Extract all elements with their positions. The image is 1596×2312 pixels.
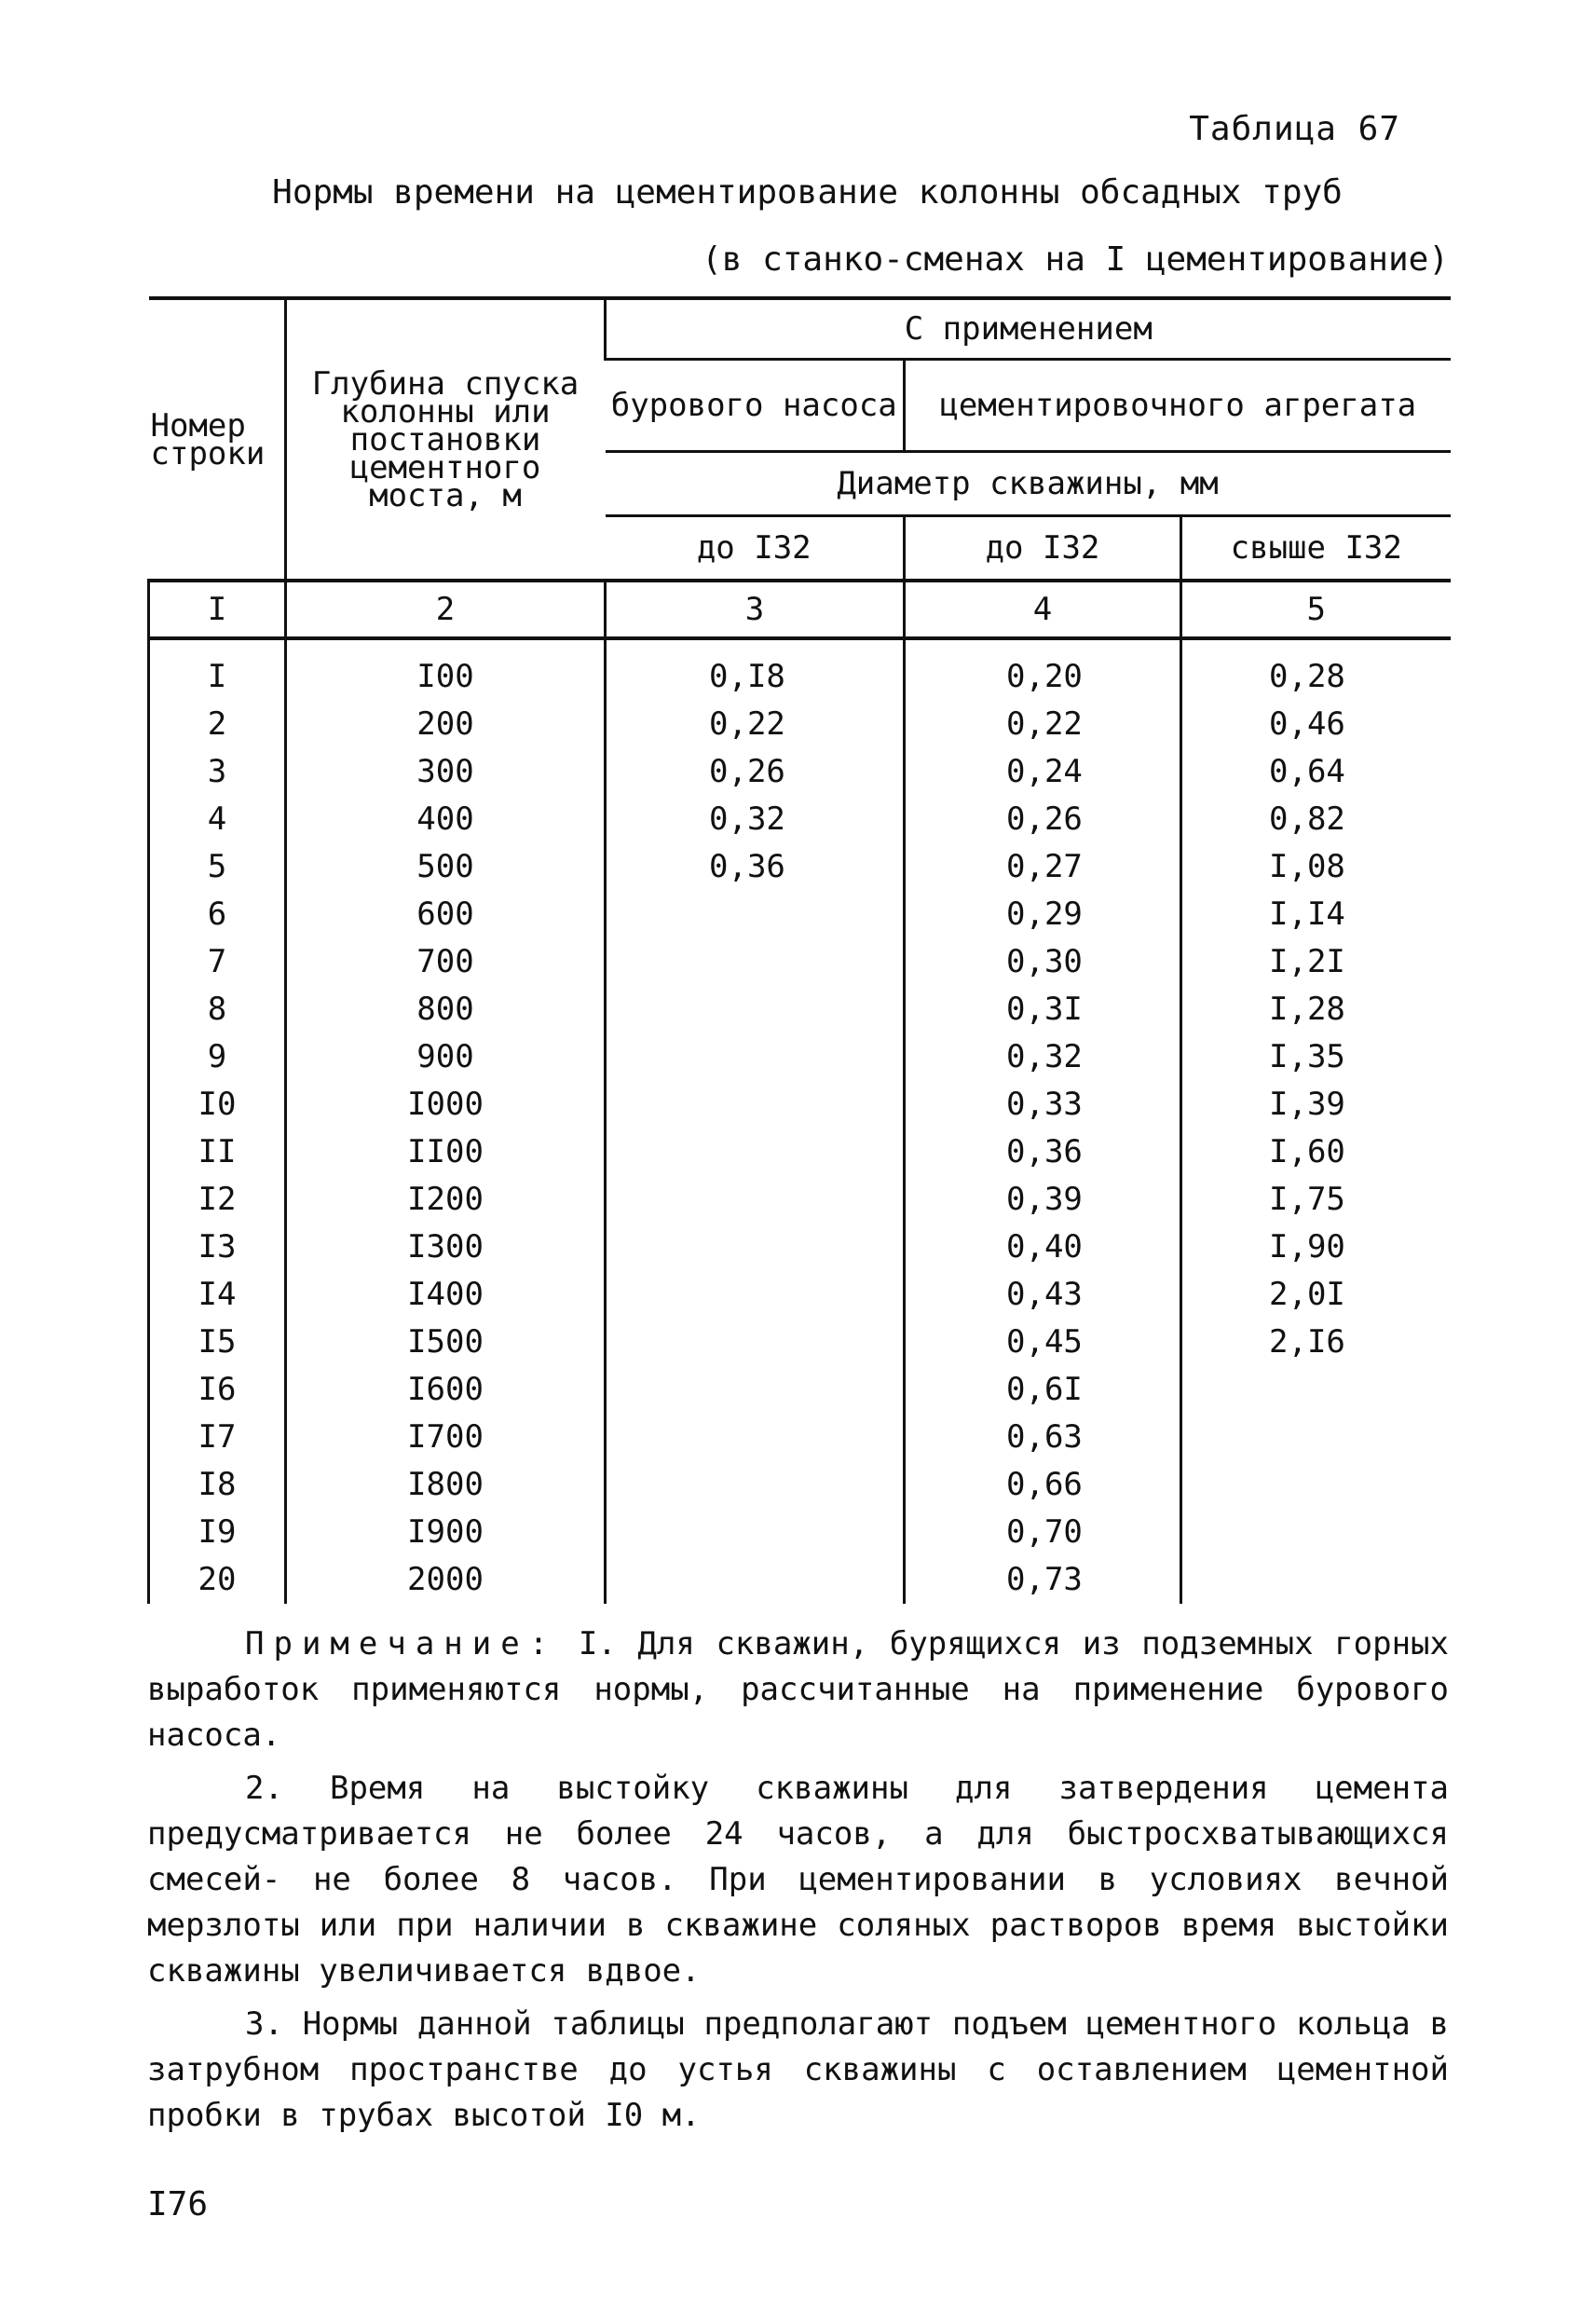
unit-over-132-value-cell: I,2I [1181,938,1451,986]
table-row [149,1509,1451,1556]
depth-cell: I000 [286,1081,606,1129]
row-number-cell: 20 [149,1556,286,1604]
drill-pump-value-cell [606,1176,905,1224]
unit-up-to-132-value-cell: 0,33 [905,1081,1181,1129]
depth-cell: I200 [286,1176,606,1224]
row-number-cell: I2 [149,1176,286,1224]
row-number-cell: 4 [149,796,286,843]
unit-over-132-value-cell: I,39 [1181,1081,1451,1129]
unit-over-132-value-cell: 2,0I [1181,1271,1451,1319]
depth-cell: I400 [286,1271,606,1319]
header-depth: Глубина спуска колонны или постановки цементного моста, м [286,298,606,581]
unit-up-to-132-value-cell: 0,70 [905,1509,1181,1556]
page-number: I76 [147,2185,209,2223]
depth-cell: 800 [286,986,606,1033]
table-row [149,843,1451,891]
depth-cell: I300 [286,1224,606,1271]
header-diameter: Диаметр скважины, мм [606,452,1451,516]
drill-pump-value-cell: 0,22 [606,701,905,748]
drill-pump-value-cell: 0,36 [606,843,905,891]
unit-up-to-132-value-cell: 0,40 [905,1224,1181,1271]
row-number-cell: 2 [149,701,286,748]
table-body [149,638,1451,1604]
unit-over-132-value-cell: I,08 [1181,843,1451,891]
header-over-132-unit: свыше I32 [1181,516,1451,581]
depth-cell: I800 [286,1461,606,1509]
column-number: 3 [606,581,905,638]
unit-up-to-132-value-cell: 0,73 [905,1556,1181,1604]
note-1-text: I. Для скважин, бурящихся из подземных горных выработок применяются нормы, рассчитанные на применение бурового насоса. [147,1625,1449,1754]
header-row-number: Номер строки [149,298,286,581]
unit-up-to-132-value-cell: 0,6I [905,1366,1181,1414]
header-drill-pump: бурового насоса [606,360,905,452]
unit-over-132-value-cell: I,I4 [1181,891,1451,938]
header-with-use: С применением [606,298,1451,360]
depth-cell: II00 [286,1129,606,1176]
drill-pump-value-cell [606,1366,905,1414]
drill-pump-value-cell [606,938,905,986]
table-row [149,1414,1451,1461]
unit-up-to-132-value-cell: 0,32 [905,1033,1181,1081]
table-subtitle: (в станко-сменах на I цементирование) [702,240,1449,279]
unit-up-to-132-value-cell: 0,3I [905,986,1181,1033]
column-number: 4 [905,581,1181,638]
table-title: Нормы времени на цементирование колонны обсадных труб [272,173,1343,212]
row-number-cell: I8 [149,1461,286,1509]
drill-pump-value-cell [606,1509,905,1556]
depth-cell: 900 [286,1033,606,1081]
depth-cell: 2000 [286,1556,606,1604]
unit-up-to-132-value-cell: 0,26 [905,796,1181,843]
unit-over-132-value-cell: I,28 [1181,986,1451,1033]
header-up-to-132-unit: до I32 [905,516,1181,581]
row-number-cell: II [149,1129,286,1176]
unit-up-to-132-value-cell: 0,39 [905,1176,1181,1224]
unit-up-to-132-value-cell: 0,29 [905,891,1181,938]
row-number-cell: 5 [149,843,286,891]
table-row [149,638,1451,701]
depth-cell: I00 [286,638,606,701]
row-number-cell: 9 [149,1033,286,1081]
header-cementing-unit: цементировочного агрегата [905,360,1451,452]
row-number-cell: I7 [149,1414,286,1461]
unit-up-to-132-value-cell: 0,36 [905,1129,1181,1176]
unit-over-132-value-cell [1181,1556,1451,1604]
table-row [149,1461,1451,1509]
norms-table [147,296,1451,1604]
table-row [149,1271,1451,1319]
unit-up-to-132-value-cell: 0,24 [905,748,1181,796]
drill-pump-value-cell: 0,I8 [606,638,905,701]
depth-cell: 500 [286,843,606,891]
row-number-cell: I3 [149,1224,286,1271]
drill-pump-value-cell [606,1319,905,1366]
unit-over-132-value-cell [1181,1366,1451,1414]
unit-over-132-value-cell: 2,I6 [1181,1319,1451,1366]
row-number-cell: I [149,638,286,701]
drill-pump-value-cell [606,1461,905,1509]
table-row [149,1033,1451,1081]
note-2: 2. Время на выстойку скважины для затвердения цемента предусматривается не более 24 часов, а для быстросхватывающихся смесей- не более 8 часов. При цементировании в условиях вечной мерзлоты или при наличии в скважине соляных растворов время выстойки скважины увеличивается вдвое. [147,1770,1449,1990]
row-number-cell: I5 [149,1319,286,1366]
depth-cell: 600 [286,891,606,938]
table-row [149,1176,1451,1224]
column-number: 5 [1181,581,1451,638]
unit-over-132-value-cell: I,90 [1181,1224,1451,1271]
column-number: I [149,581,286,638]
unit-up-to-132-value-cell: 0,66 [905,1461,1181,1509]
unit-over-132-value-cell: I,75 [1181,1176,1451,1224]
table-row [149,986,1451,1033]
notes-label: Примечание: [245,1625,558,1662]
row-number-cell: I9 [149,1509,286,1556]
table-row [149,748,1451,796]
unit-up-to-132-value-cell: 0,45 [905,1319,1181,1366]
depth-cell: I900 [286,1509,606,1556]
depth-cell: I600 [286,1366,606,1414]
unit-over-132-value-cell: 0,28 [1181,638,1451,701]
drill-pump-value-cell [606,891,905,938]
unit-up-to-132-value-cell: 0,30 [905,938,1181,986]
depth-cell: I700 [286,1414,606,1461]
notes-block [147,1621,1449,2146]
table-row [149,1129,1451,1176]
row-number-cell: 7 [149,938,286,986]
depth-cell: 300 [286,748,606,796]
row-number-cell: 3 [149,748,286,796]
table-number: Таблица 67 [1189,110,1400,148]
table-row [149,1366,1451,1414]
unit-over-132-value-cell [1181,1509,1451,1556]
column-number: 2 [286,581,606,638]
table-row [149,1319,1451,1366]
unit-over-132-value-cell: 0,64 [1181,748,1451,796]
row-number-cell: 8 [149,986,286,1033]
row-number-cell: I6 [149,1366,286,1414]
table-row [149,1556,1451,1604]
note-1 [147,1621,1449,1758]
drill-pump-value-cell [606,1414,905,1461]
drill-pump-value-cell [606,1224,905,1271]
drill-pump-value-cell [606,1129,905,1176]
unit-over-132-value-cell [1181,1461,1451,1509]
table-row [149,1081,1451,1129]
unit-over-132-value-cell: 0,46 [1181,701,1451,748]
drill-pump-value-cell [606,986,905,1033]
drill-pump-value-cell [606,1271,905,1319]
row-number-cell: 6 [149,891,286,938]
note-3: 3. Нормы данной таблицы предполагают подъем цементного кольца в затрубном пространстве до устья скважины с оставлением цементной пробки в трубах высотой I0 м. [147,2005,1449,2134]
unit-over-132-value-cell: I,60 [1181,1129,1451,1176]
row-number-cell: I4 [149,1271,286,1319]
drill-pump-value-cell: 0,26 [606,748,905,796]
table-row [149,796,1451,843]
unit-over-132-value-cell: I,35 [1181,1033,1451,1081]
table-row [149,891,1451,938]
unit-over-132-value-cell: 0,82 [1181,796,1451,843]
header-up-to-132-pump: до I32 [696,529,812,567]
depth-cell: I500 [286,1319,606,1366]
depth-cell: 200 [286,701,606,748]
drill-pump-value-cell [606,1081,905,1129]
depth-cell: 400 [286,796,606,843]
depth-cell: 700 [286,938,606,986]
column-number-row [149,581,1451,638]
unit-up-to-132-value-cell: 0,27 [905,843,1181,891]
drill-pump-value-cell: 0,32 [606,796,905,843]
table-row [149,1224,1451,1271]
row-number-cell: I0 [149,1081,286,1129]
unit-up-to-132-value-cell: 0,63 [905,1414,1181,1461]
table-row [149,938,1451,986]
drill-pump-value-cell [606,1556,905,1604]
unit-up-to-132-value-cell: 0,20 [905,638,1181,701]
table-row [149,701,1451,748]
drill-pump-value-cell [606,1033,905,1081]
unit-over-132-value-cell [1181,1414,1451,1461]
unit-up-to-132-value-cell: 0,43 [905,1271,1181,1319]
unit-up-to-132-value-cell: 0,22 [905,701,1181,748]
